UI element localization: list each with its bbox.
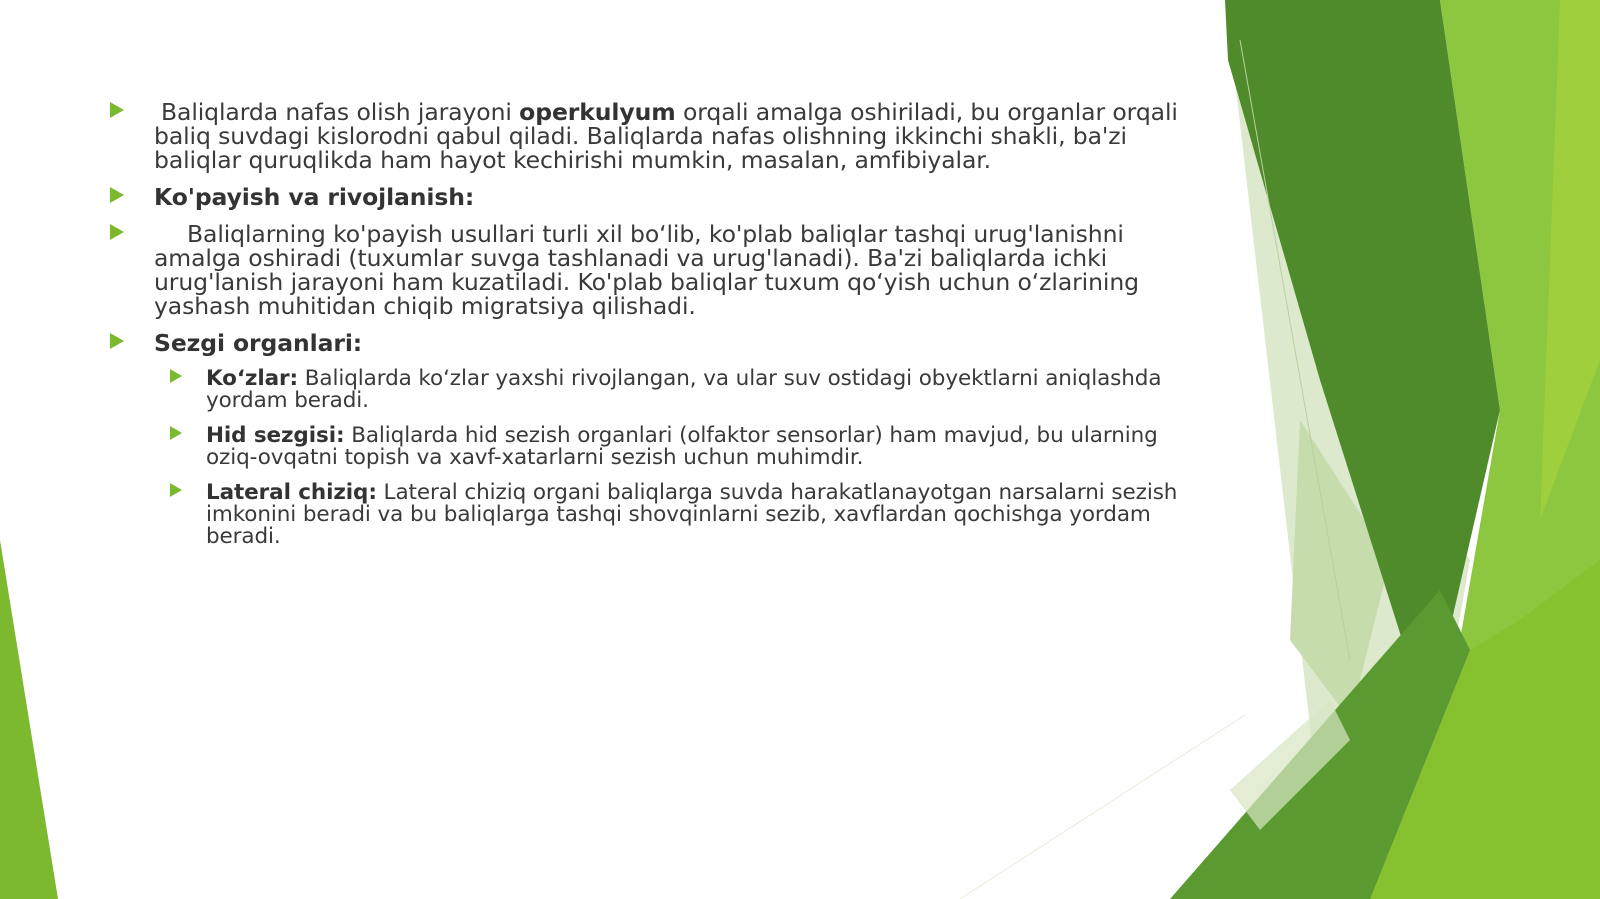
text-eyes: Baliqlarda ko‘zlar yaxshi rivojlangan, va ular suv ostidagi obyektlarni aniqlashda yordam beradi. <box>206 366 1162 413</box>
bullet-arrow-icon <box>170 483 182 497</box>
sub-bullet-eyes <box>106 368 1196 412</box>
bullet-arrow-icon <box>170 369 182 383</box>
bullet-heading-reproduction <box>106 185 1196 209</box>
bullet-arrow-icon <box>170 426 182 440</box>
slide-content <box>106 100 1196 561</box>
term-eyes: Ko‘zlar: <box>206 366 299 391</box>
bullet-heading-senses <box>106 331 1196 355</box>
left-green-shape <box>0 540 58 899</box>
text-smell: Baliqlarda hid sezish organlari (olfaktor sensorlar) ham mavjud, bu ularning oziq-ovqatni topish va xavf-xatarlarni sezish uchun muhimdir. <box>206 423 1158 470</box>
bullet-arrow-icon <box>110 187 124 203</box>
sub-bullet-lateral-line <box>106 482 1196 548</box>
term-smell: Hid sezgisi: <box>206 423 345 448</box>
bullet-arrow-icon <box>110 224 124 240</box>
breathing-text-end: orqali amalga oshiriladi, bu organlar orqali baliq suvdagi kislorodni qabul qiladi. Baliqlarda nafas olishning ikkinchi shakli, ba'zi baliqlar quruqlikda ham hayot kechirishi mumkin, masalan, amfibiyalar. <box>154 98 1178 174</box>
bullet-arrow-icon <box>110 102 124 118</box>
bullet-reproduction <box>106 222 1196 318</box>
sub-bullet-smell <box>106 425 1196 469</box>
heading-reproduction: Ko'payish va rivojlanish: <box>154 183 475 211</box>
breathing-text-start: Baliqlarda nafas olish jarayoni <box>161 98 520 126</box>
breathing-keyword: operkulyum <box>519 98 676 126</box>
text-lateral-line: Lateral chiziq organi baliqlarga suvda harakatlanayotgan narsalarni sezish imkonini beradi va bu baliqlarga tashqi shovqinlarni sezib, xavflardan qochishga yordam beradi. <box>206 480 1178 549</box>
bullet-breathing <box>106 100 1196 172</box>
heading-senses: Sezgi organlari: <box>154 329 363 357</box>
bullet-arrow-icon <box>110 333 124 349</box>
reproduction-text: Baliqlarning ko'payish usullari turli xil bo‘lib, ko'plab baliqlar tashqi urug'lanishni amalga oshiradi (tuxumlar suvga tashlanadi va urug'lanadi). Ba'zi baliqlarda ichki urug'lanish jarayoni ham kuzatiladi. Ko'plab baliqlar tuxum qo‘yish uchun o‘zlarining yashash muhitidan chiqib migratsiya qilishadi. <box>154 220 1139 320</box>
term-lateral-line: Lateral chiziq: <box>206 480 377 505</box>
